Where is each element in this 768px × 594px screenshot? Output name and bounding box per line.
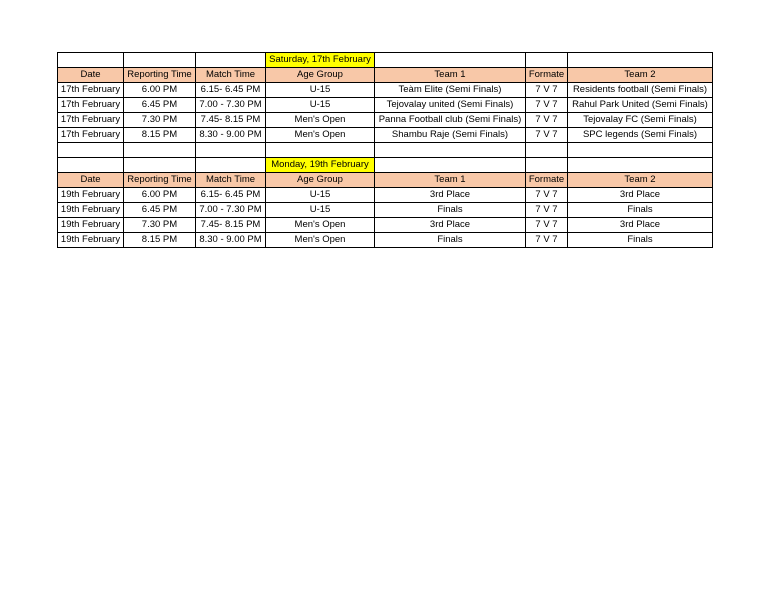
age-group-cell[interactable]: U-15 xyxy=(266,188,375,203)
empty-cell[interactable] xyxy=(526,143,568,158)
reporting-time-cell[interactable]: 8.15 PM xyxy=(124,233,196,248)
date-banner[interactable]: Saturday, 17th February xyxy=(266,53,375,68)
format-cell[interactable]: 7 V 7 xyxy=(526,113,568,128)
empty-cell[interactable] xyxy=(568,158,713,173)
column-header[interactable]: Reporting Time xyxy=(124,173,196,188)
table-row xyxy=(58,233,713,248)
empty-cell[interactable] xyxy=(375,143,526,158)
reporting-time-cell[interactable]: 6.00 PM xyxy=(124,83,196,98)
empty-cell[interactable] xyxy=(58,143,124,158)
age-group-cell[interactable]: Men's Open xyxy=(266,113,375,128)
team2-cell[interactable]: Finals xyxy=(568,203,713,218)
column-header[interactable]: Team 1 xyxy=(375,68,526,83)
date-cell[interactable]: 17th February xyxy=(58,98,124,113)
column-header[interactable]: Date xyxy=(58,68,124,83)
age-group-cell[interactable]: U-15 xyxy=(266,203,375,218)
empty-cell[interactable] xyxy=(196,53,266,68)
team1-cell[interactable]: Tejovalay united (Semi Finals) xyxy=(375,98,526,113)
age-group-cell[interactable]: Men's Open xyxy=(266,233,375,248)
match-time-cell[interactable]: 7.00 - 7.30 PM xyxy=(196,98,266,113)
column-header[interactable]: Team 2 xyxy=(568,68,713,83)
empty-cell[interactable] xyxy=(196,158,266,173)
schedule-table xyxy=(57,52,713,248)
match-time-cell[interactable]: 7.00 - 7.30 PM xyxy=(196,203,266,218)
team2-cell[interactable]: 3rd Place xyxy=(568,188,713,203)
empty-cell[interactable] xyxy=(58,158,124,173)
date-banner[interactable]: Monday, 19th February xyxy=(266,158,375,173)
team2-cell[interactable]: Tejovalay FC (Semi Finals) xyxy=(568,113,713,128)
format-cell[interactable]: 7 V 7 xyxy=(526,203,568,218)
age-group-cell[interactable]: U-15 xyxy=(266,83,375,98)
column-header[interactable]: Reporting Time xyxy=(124,68,196,83)
team2-cell[interactable]: 3rd Place xyxy=(568,218,713,233)
format-cell[interactable]: 7 V 7 xyxy=(526,128,568,143)
table-row xyxy=(58,83,713,98)
table-row xyxy=(58,98,713,113)
header-row xyxy=(58,173,713,188)
age-group-cell[interactable]: U-15 xyxy=(266,98,375,113)
team1-cell[interactable]: 3rd Place xyxy=(375,188,526,203)
team1-cell[interactable]: Shambu Raje (Semi Finals) xyxy=(375,128,526,143)
empty-cell[interactable] xyxy=(568,53,713,68)
match-time-cell[interactable]: 6.15- 6.45 PM xyxy=(196,188,266,203)
column-header[interactable]: Date xyxy=(58,173,124,188)
date-cell[interactable]: 19th February xyxy=(58,188,124,203)
date-cell[interactable]: 19th February xyxy=(58,203,124,218)
table-row xyxy=(58,203,713,218)
age-group-cell[interactable]: Men's Open xyxy=(266,218,375,233)
match-time-cell[interactable]: 6.15- 6.45 PM xyxy=(196,83,266,98)
empty-cell[interactable] xyxy=(196,143,266,158)
team1-cell[interactable]: Finals xyxy=(375,233,526,248)
team2-cell[interactable]: SPC legends (Semi Finals) xyxy=(568,128,713,143)
date-cell[interactable]: 17th February xyxy=(58,83,124,98)
column-header[interactable]: Match Time xyxy=(196,68,266,83)
empty-cell[interactable] xyxy=(124,143,196,158)
empty-cell[interactable] xyxy=(526,158,568,173)
format-cell[interactable]: 7 V 7 xyxy=(526,83,568,98)
format-cell[interactable]: 7 V 7 xyxy=(526,98,568,113)
reporting-time-cell[interactable]: 7.30 PM xyxy=(124,113,196,128)
table-row xyxy=(58,188,713,203)
date-cell[interactable]: 19th February xyxy=(58,218,124,233)
header-row xyxy=(58,68,713,83)
team2-cell[interactable]: Rahul Park United (Semi Finals) xyxy=(568,98,713,113)
team2-cell[interactable]: Residents football (Semi Finals) xyxy=(568,83,713,98)
banner-row xyxy=(58,158,713,173)
reporting-time-cell[interactable]: 7.30 PM xyxy=(124,218,196,233)
format-cell[interactable]: 7 V 7 xyxy=(526,218,568,233)
column-header[interactable]: Age Group xyxy=(266,68,375,83)
match-time-cell[interactable]: 8.30 - 9.00 PM xyxy=(196,233,266,248)
column-header[interactable]: Formate xyxy=(526,173,568,188)
team1-cell[interactable]: 3rd Place xyxy=(375,218,526,233)
match-time-cell[interactable]: 7.45- 8.15 PM xyxy=(196,218,266,233)
column-header[interactable]: Formate xyxy=(526,68,568,83)
table-row xyxy=(58,113,713,128)
team1-cell[interactable]: Panna Football club (Semi Finals) xyxy=(375,113,526,128)
banner-row xyxy=(58,53,713,68)
reporting-time-cell[interactable]: 6.45 PM xyxy=(124,203,196,218)
empty-cell[interactable] xyxy=(375,158,526,173)
format-cell[interactable]: 7 V 7 xyxy=(526,188,568,203)
spacer-row xyxy=(58,143,713,158)
empty-cell[interactable] xyxy=(124,158,196,173)
match-time-cell[interactable]: 7.45- 8.15 PM xyxy=(196,113,266,128)
match-time-cell[interactable]: 8.30 - 9.00 PM xyxy=(196,128,266,143)
table-row xyxy=(58,128,713,143)
empty-cell[interactable] xyxy=(375,53,526,68)
date-cell[interactable]: 19th February xyxy=(58,233,124,248)
team1-cell[interactable]: Finals xyxy=(375,203,526,218)
reporting-time-cell[interactable]: 6.45 PM xyxy=(124,98,196,113)
table-row xyxy=(58,218,713,233)
empty-cell[interactable] xyxy=(526,53,568,68)
reporting-time-cell[interactable]: 6.00 PM xyxy=(124,188,196,203)
empty-cell[interactable] xyxy=(124,53,196,68)
team2-cell[interactable]: Finals xyxy=(568,233,713,248)
column-header[interactable]: Team 1 xyxy=(375,173,526,188)
empty-cell[interactable] xyxy=(266,143,375,158)
empty-cell[interactable] xyxy=(58,53,124,68)
date-cell[interactable]: 17th February xyxy=(58,128,124,143)
empty-cell[interactable] xyxy=(568,143,713,158)
column-header[interactable]: Age Group xyxy=(266,173,375,188)
date-cell[interactable]: 17th February xyxy=(58,113,124,128)
column-header[interactable]: Team 2 xyxy=(568,173,713,188)
format-cell[interactable]: 7 V 7 xyxy=(526,233,568,248)
reporting-time-cell[interactable]: 8.15 PM xyxy=(124,128,196,143)
team1-cell[interactable]: Teàm Elite (Semi Finals) xyxy=(375,83,526,98)
age-group-cell[interactable]: Men's Open xyxy=(266,128,375,143)
column-header[interactable]: Match Time xyxy=(196,173,266,188)
